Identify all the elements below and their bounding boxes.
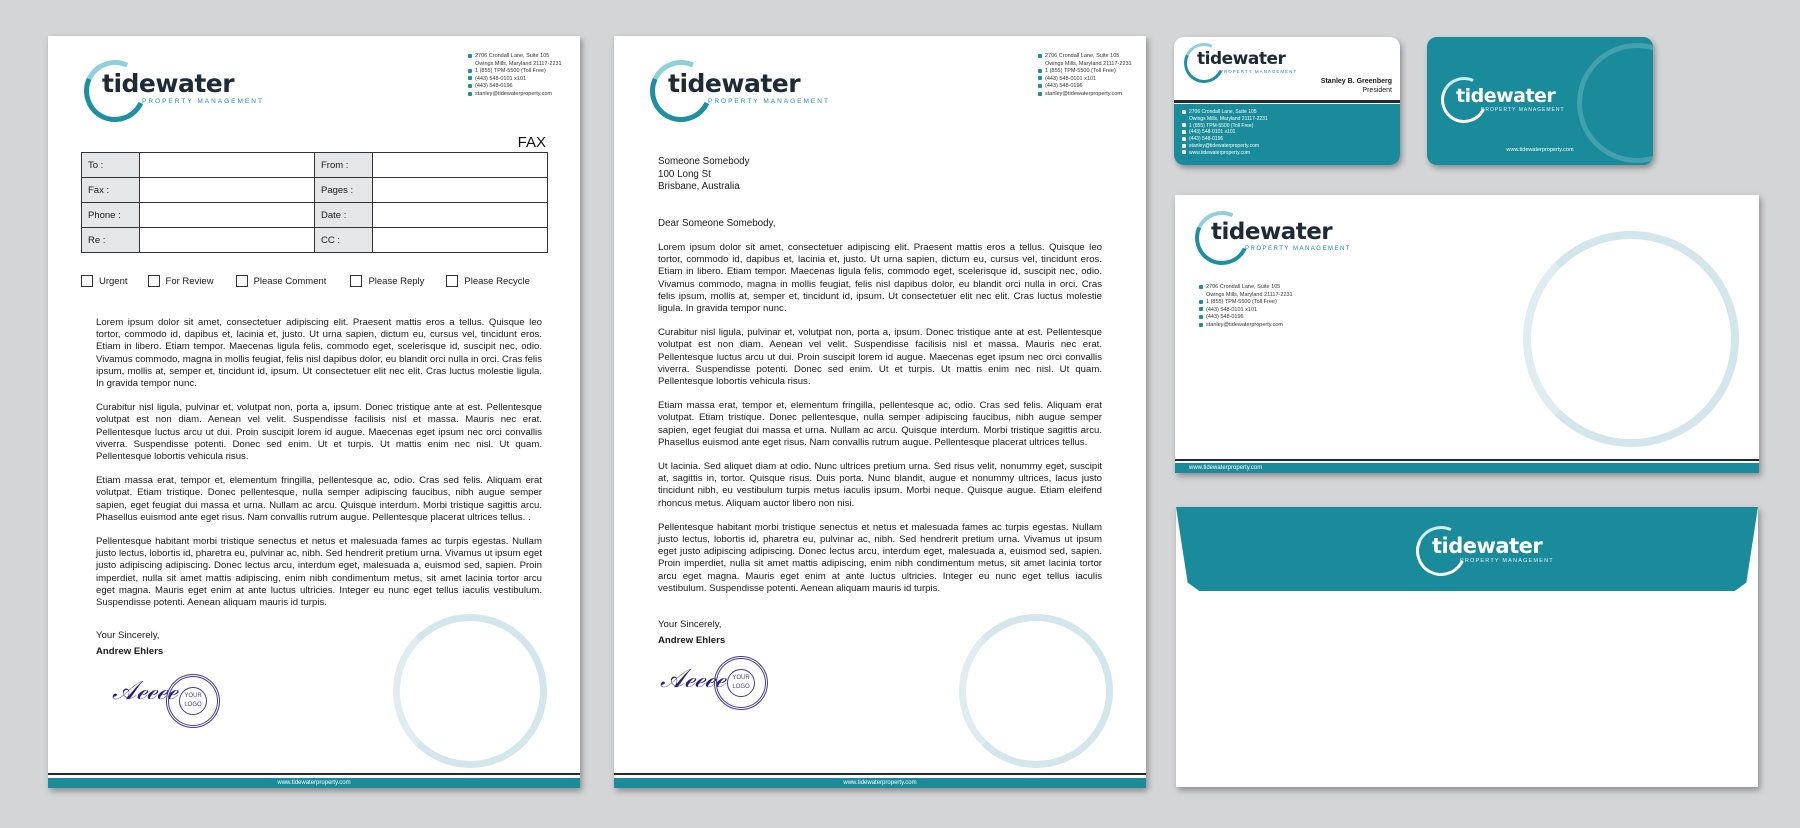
letter-closing: Your Sincerely, [658, 619, 722, 630]
checkbox-icon[interactable] [236, 275, 248, 287]
checkbox-icon[interactable] [446, 275, 458, 287]
recipient-name: Someone Somebody [658, 156, 750, 167]
footer-line [1175, 459, 1759, 461]
card-person-name: Stanley B. Greenberg [1320, 78, 1392, 85]
letterhead-sheet [614, 36, 1146, 788]
fax-checkbox-item[interactable] [446, 275, 529, 287]
card-back-circle-icon [1577, 43, 1653, 163]
checkbox-icon[interactable] [81, 275, 93, 287]
checkbox-label: Please Comment [253, 275, 327, 287]
logo-wordmark: tidewater [1432, 534, 1543, 558]
recipient-street: 100 Long St [658, 168, 711, 180]
fax-checkbox-item[interactable] [236, 275, 327, 287]
address-phone2: (443) 548-0101 x101 [1038, 76, 1132, 84]
signature-icon: 𝒜ℯℯℯℯ [660, 664, 726, 694]
card-divider [1174, 100, 1400, 103]
address-line2: Owings Mills, Maryland 21117-2231 [1206, 291, 1293, 298]
fax-checkbox-item[interactable] [350, 275, 424, 287]
address-line1: 2706 Crondall Lane, Suite 105 [468, 53, 562, 61]
address-line2: Owings Mills, Maryland 21117-2231 [1045, 60, 1132, 67]
address-phone2: (443) 548-0101 x101 [468, 76, 562, 84]
address-phone2: (443) 548-0101 x101 [1199, 307, 1293, 315]
fax-signer: Andrew Ehlers [96, 646, 164, 657]
logo-tagline: PROPERTY MANAGEMENT [142, 98, 264, 105]
fax-table-row [82, 178, 548, 203]
logo-tagline: PROPERTY MANAGEMENT [708, 98, 830, 105]
recipient-city: Brisbane, Australia [658, 181, 740, 192]
watermark-circle-icon [1523, 231, 1739, 447]
logo-tagline: PROPERTY MANAGEMENT [1245, 246, 1351, 252]
fax-sheet [48, 36, 580, 788]
logo-wordmark: tidewater [1456, 85, 1556, 107]
fax-field-input[interactable] [372, 153, 547, 178]
envelope-website: www.tidewaterproperty.com [1189, 465, 1263, 471]
checkbox-icon[interactable] [350, 275, 362, 287]
address-email: stanley@tidewaterproperty.com [468, 91, 562, 99]
address-line1: 2706 Crondall Lane, Suite 105 [1038, 53, 1132, 61]
address-email: stanley@tidewaterproperty.com [1182, 143, 1268, 150]
address-phone2: (443) 548-0101 x101 [1182, 129, 1268, 136]
fax-field-input[interactable] [139, 153, 314, 178]
address-fax: (443) 548-0196 [1199, 314, 1293, 322]
stamp-icon: YOUR LOGO [166, 674, 220, 728]
body-paragraph: Ut lacinia. Sed aliquet diam at odio. Nunc ultrices pretium urna. Sed risus velit, nonummy eget, suscipit at, sagittis in, tortor. Quisque risus. Duis porta. Nunc blandit, augue et nonummy ultrices, lacus justo tincidunt nibh, eu vestibulum turpis metus iaculis ipsum. Morbi neque. Quisque augue. Etiam eleifend rhoncus metus. Aliquam auctor libero non nisi. [658, 461, 1102, 509]
business-card-back [1427, 37, 1653, 165]
logo-tagline: PROPERTY MANAGEMENT [1460, 558, 1554, 564]
fax-field-label: To : [82, 153, 140, 178]
envelope-address-block [1199, 284, 1293, 330]
address-phone1: 1 (855) TPM-5500 (Toll Free) [468, 68, 562, 76]
watermark-circle-icon [959, 614, 1113, 768]
body-paragraph: Etiam massa erat, tempor et, elementum fringilla, pellentesque ac, odio. Cras sed felis. Aliquam erat volutpat. Etiam tristique. Donec pellentesque, nulla semper adipiscing faucibus, nibh augue semper sapien, eget feugiat dui massa et urna. Nullam ac arcu. Quisque interdum. Morbi tristique sagittis arcu. Phasellus euismod ante eget risus. Nam convallis rutrum augue. Pellentesque placerat ultrices tellus. . [96, 475, 542, 523]
address-line2: Owings Mills, Maryland 21117-2231 [1189, 115, 1268, 122]
stamp-icon: YOUR LOGO [714, 656, 768, 710]
address-fax: (443) 548-0196 [1038, 83, 1132, 91]
card-person-title: President [1362, 87, 1392, 94]
logo-wordmark: tidewater [1197, 49, 1286, 69]
watermark-circle-icon [393, 614, 547, 768]
fax-table-row [82, 153, 548, 178]
envelope-back [1176, 507, 1758, 787]
fax-field-label: Pages : [314, 178, 372, 203]
fax-checkbox-item[interactable] [81, 275, 128, 287]
address-fax: (443) 548-0196 [468, 83, 562, 91]
address-web: www.tidewaterproperty.com [1182, 150, 1268, 157]
salutation: Dear Someone Somebody, [658, 218, 776, 229]
logo-wordmark: tidewater [668, 69, 801, 98]
checkbox-label: Please Reply [368, 275, 425, 287]
letterhead-footer: www.tidewaterproperty.com [614, 778, 1146, 788]
checkbox-label: Urgent [99, 275, 128, 287]
address-line1: 2706 Crondall Lane, Suite 105 [1199, 284, 1293, 292]
signature-icon: 𝒜ℯℯℯℯ [112, 676, 178, 706]
fax-footer: www.tidewaterproperty.com [48, 778, 580, 788]
address-fax: (443) 548-0196 [1182, 136, 1268, 143]
fax-body [96, 317, 542, 621]
fax-field-label: Phone : [82, 203, 140, 228]
checkbox-icon[interactable] [148, 275, 160, 287]
fax-field-input[interactable] [139, 203, 314, 228]
letter-signer: Andrew Ehlers [658, 635, 726, 646]
body-paragraph: Lorem ipsum dolor sit amet, consectetuer adipiscing elit. Praesent mattis eros a tellus. Quisque leo tortor, commodo id, dapibus et, lacinia et, justo. Ut urna sapien, dictum eu, cursus vel, tincidunt eros. Etiam in libero. Etiam tempor. Maecenas ligula felis, commodo eget, scelerisque id, suscipit nec, odio. Vivamus commodo, magna in mollis feugiat, felis nisl dapibus dolor, eu blandit orci nulla in orci. Cras felis ipsum, mollis at, semper et, tincidunt id, ipsum. Ut consectetuer elit nec elit. Cras luctus molestie ligula. In gravida tempor nunc. [658, 242, 1102, 315]
body-paragraph: Etiam massa erat, tempor et, elementum fringilla, pellentesque ac, odio. Cras sed felis. Aliquam erat volutpat. Etiam tristique. Donec pellentesque, nulla semper adipiscing faucibus, nibh augue semper sapien, eget feugiat dui massa et urna. Nullam ac arcu. Quisque interdum. Morbi tristique sagittis arcu. Phasellus euismod ante eget risus. Nam convallis rutrum augue. Pellentesque placerat ultrices tellus. [658, 400, 1102, 448]
address-phone1: 1 (855) TPM-5500 (Toll Free) [1182, 123, 1268, 130]
fax-field-input[interactable] [139, 228, 314, 253]
address-line2: Owings Mills, Maryland 21117-2231 [475, 60, 562, 67]
fax-field-input[interactable] [372, 228, 547, 253]
envelope-front [1175, 195, 1759, 473]
checkbox-label: For Review [165, 275, 214, 287]
fax-title: FAX [517, 134, 546, 151]
recipient-block [658, 156, 750, 194]
fax-field-input[interactable] [372, 178, 547, 203]
address-phone1: 1 (855) TPM-5500 (Toll Free) [1038, 68, 1132, 76]
footer-line [48, 773, 580, 775]
address-email: stanley@tidewaterproperty.com [1199, 322, 1293, 330]
fax-field-input[interactable] [372, 203, 547, 228]
card-address-block [1182, 109, 1268, 157]
letterhead-address-block [1038, 53, 1132, 99]
checkbox-label: Please Recycle [464, 275, 530, 287]
fax-field-label: Re : [82, 228, 140, 253]
fax-table-row [82, 228, 548, 253]
fax-field-label: Fax : [82, 178, 140, 203]
address-line1: 2706 Crondall Lane, Suite 105 [1182, 109, 1268, 116]
address-phone1: 1 (855) TPM-5500 (Toll Free) [1199, 299, 1293, 307]
letter-body [658, 242, 1102, 607]
body-paragraph: Lorem ipsum dolor sit amet, consectetuer adipiscing elit. Praesent mattis eros a tellus. Quisque leo tortor, commodo id, dapibus et, lacinia et, justo. Ut urna sapien, dictum eu, cursus vel, tincidunt eros. Etiam in libero. Etiam tempor. Maecenas ligula felis, commodo eget, scelerisque id, suscipit nec, odio. Vivamus commodo, magna in mollis feugiat, felis nisl dapibus dolor, eu blandit orci nulla in orci. Cras felis ipsum, mollis at, semper et, tincidunt id, ipsum. Ut consectetuer elit nec elit. Cras luctus molestie ligula. In gravida tempor nunc. [96, 317, 542, 390]
logo-wordmark: tidewater [1211, 219, 1333, 245]
logo-wordmark: tidewater [102, 69, 235, 98]
logo-tagline: PROPERTY MANAGEMENT [1481, 107, 1565, 113]
business-card-front [1174, 37, 1400, 165]
logo-tagline: PROPERTY MANAGEMENT [1220, 69, 1298, 74]
fax-field-label: CC : [314, 228, 372, 253]
envelope-footer [1175, 463, 1759, 473]
body-paragraph: Pellentesque habitant morbi tristique senectus et netus et malesuada fames ac turpis egestas. Nullam justo lectus, lobortis id, pharetra eu, pulvinar ac, nibh. Sed hendrerit pretium urna. Vivamus ut ipsum eget justo adipiscing adipiscing. Donec lectus arcu, interdum eget, malesuada a, euismod sed, sapien. Proin imperdiet, nulla sit amet mattis adipiscing, enim nibh condimentum metus, sit amet lacinia tortor arcu eget magna. Mauris eget enim at ante luctus ultricies. Integer eu nunc eget tellus iaculis vestibulum. Suspendisse potenti. Aenean aliquam mauris id turpis. [96, 536, 542, 609]
fax-checkbox-row [81, 275, 530, 287]
card-back-website: www.tidewaterproperty.com [1506, 147, 1574, 153]
fax-checkbox-item[interactable] [148, 275, 214, 287]
address-email: stanley@tidewaterproperty.com [1038, 91, 1132, 99]
fax-field-input[interactable] [139, 178, 314, 203]
fax-field-label: From : [314, 153, 372, 178]
body-paragraph: Pellentesque habitant morbi tristique senectus et netus et malesuada fames ac turpis egestas. Nullam justo lectus, lobortis id, pharetra eu, pulvinar ac, nibh. Sed hendrerit pretium urna. Vivamus ut ipsum eget justo adipiscing adipiscing. Donec lectus arcu, interdum eget, malesuada a, euismod sed, sapien. Proin imperdiet, nulla sit amet mattis adipiscing, enim nibh condimentum metus, sit amet lacinia tortor arcu eget magna. Mauris eget enim at ante luctus ultricies. Integer eu nunc eget tellus iaculis vestibulum. Suspendisse potenti. Aenean aliquam mauris id turpis. [658, 521, 1102, 594]
body-paragraph: Curabitur nisl ligula, pulvinar et, volutpat non, porta a, ipsum. Donec tristique ante at est. Pellentesque volutpat est non diam. Aenean vel velit. Suspendisse facilisis nisl et massa. Mauris nec erat. Pellentesque luctus arcu ut dui. Proin suscipit lorem id augue. Maecenas eget ipsum nec orci convallis viverra. Suspendisse potenti. Donec sed enim. Ut et turpis. Ut mattis enim nec nisl. Ut quam. Pellentesque lobortis vehicula risus. [658, 327, 1102, 388]
fax-table-row [82, 203, 548, 228]
fax-field-label: Date : [314, 203, 372, 228]
fax-header-table [81, 152, 548, 253]
body-paragraph: Curabitur nisl ligula, pulvinar et, volutpat non, porta a, ipsum. Donec tristique ante at est. Pellentesque volutpat est non diam. Aenean vel velit. Suspendisse facilisis nisl et massa. Mauris nec erat. Pellentesque luctus arcu ut dui. Proin suscipit lorem id augue. Maecenas eget ipsum nec orci convallis viverra. Suspendisse potenti. Donec sed enim. Ut et turpis. Ut mattis enim nec nisl. Ut quam. Pellentesque lobortis vehicula risus. [96, 402, 542, 463]
footer-line [614, 773, 1146, 775]
fax-closing: Your Sincerely, [96, 630, 160, 641]
fax-address-block [468, 53, 562, 99]
